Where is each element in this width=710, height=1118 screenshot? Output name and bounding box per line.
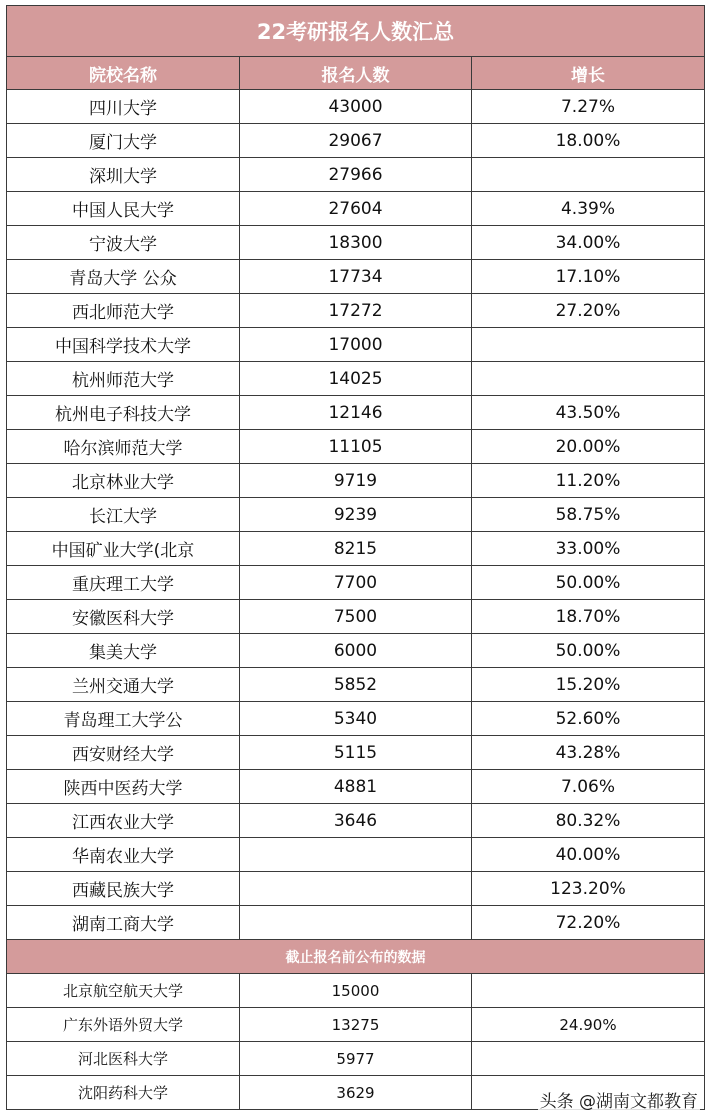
school-name-cell: 厦门大学 — [7, 124, 240, 158]
table-row — [7, 158, 705, 192]
table-row — [7, 668, 705, 702]
growth-cell: 7.27% — [472, 90, 705, 124]
applicant-count-cell: 3646 — [240, 804, 472, 838]
table-row — [7, 838, 705, 872]
applicant-count-cell: 8215 — [240, 532, 472, 566]
applicant-count-cell: 7700 — [240, 566, 472, 600]
growth-cell: 50.00% — [472, 634, 705, 668]
school-name-cell: 兰州交通大学 — [7, 668, 240, 702]
table-row — [7, 294, 705, 328]
header-count: 报名人数 — [240, 57, 472, 90]
applicant-count-cell: 5340 — [240, 702, 472, 736]
applicant-count-cell — [240, 906, 472, 940]
applicant-count-cell: 17734 — [240, 260, 472, 294]
table-row — [7, 464, 705, 498]
applicant-count-cell: 27604 — [240, 192, 472, 226]
school-name-cell: 北京航空航天大学 — [7, 974, 240, 1008]
applicant-count-cell: 5115 — [240, 736, 472, 770]
growth-cell: 17.10% — [472, 260, 705, 294]
growth-cell — [472, 362, 705, 396]
growth-cell: 40.00% — [472, 838, 705, 872]
table-row — [7, 90, 705, 124]
applicant-count-cell: 6000 — [240, 634, 472, 668]
table-title-row — [7, 6, 705, 57]
growth-cell: 27.20% — [472, 294, 705, 328]
growth-cell — [472, 1042, 705, 1076]
school-name-cell: 华南农业大学 — [7, 838, 240, 872]
school-name-cell: 西安财经大学 — [7, 736, 240, 770]
growth-cell — [472, 974, 705, 1008]
summary-table-wrapper — [6, 5, 704, 1110]
growth-cell: 43.50% — [472, 396, 705, 430]
applicant-count-cell: 17000 — [240, 328, 472, 362]
school-name-cell: 集美大学 — [7, 634, 240, 668]
header-row — [7, 57, 705, 90]
table-row — [7, 974, 705, 1008]
applicant-count-cell — [240, 838, 472, 872]
growth-cell: 34.00% — [472, 226, 705, 260]
table-row — [7, 362, 705, 396]
applicant-count-cell: 13275 — [240, 1008, 472, 1042]
table-row — [7, 906, 705, 940]
table-row — [7, 192, 705, 226]
growth-cell: 7.06% — [472, 770, 705, 804]
school-name-cell: 杭州电子科技大学 — [7, 396, 240, 430]
header-growth: 增长 — [472, 57, 705, 90]
applicant-count-cell: 5977 — [240, 1042, 472, 1076]
applicant-count-cell: 15000 — [240, 974, 472, 1008]
table-row — [7, 124, 705, 158]
growth-cell — [472, 328, 705, 362]
growth-cell: 33.00% — [472, 532, 705, 566]
school-name-cell: 湖南工商大学 — [7, 906, 240, 940]
applicant-count-cell: 18300 — [240, 226, 472, 260]
school-name-cell: 青岛理工大学公 — [7, 702, 240, 736]
school-name-cell: 陕西中医药大学 — [7, 770, 240, 804]
applicant-count-cell: 3629 — [240, 1076, 472, 1110]
growth-cell: 52.60% — [472, 702, 705, 736]
school-name-cell: 中国矿业大学(北京 — [7, 532, 240, 566]
school-name-cell: 西藏民族大学 — [7, 872, 240, 906]
growth-cell: 72.20% — [472, 906, 705, 940]
school-name-cell: 北京林业大学 — [7, 464, 240, 498]
school-name-cell: 长江大学 — [7, 498, 240, 532]
applicant-count-cell: 17272 — [240, 294, 472, 328]
table-row — [7, 430, 705, 464]
applicant-count-cell: 5852 — [240, 668, 472, 702]
growth-cell: 123.20% — [472, 872, 705, 906]
applicant-count-cell: 27966 — [240, 158, 472, 192]
applicant-count-cell: 11105 — [240, 430, 472, 464]
table-row — [7, 498, 705, 532]
growth-cell: 80.32% — [472, 804, 705, 838]
school-name-cell: 西北师范大学 — [7, 294, 240, 328]
school-name-cell: 广东外语外贸大学 — [7, 1008, 240, 1042]
applicant-count-cell: 7500 — [240, 600, 472, 634]
table-row — [7, 770, 705, 804]
table-row — [7, 226, 705, 260]
school-name-cell: 沈阳药科大学 — [7, 1076, 240, 1110]
growth-cell: 20.00% — [472, 430, 705, 464]
table-row — [7, 634, 705, 668]
growth-cell: 58.75% — [472, 498, 705, 532]
school-name-cell: 河北医科大学 — [7, 1042, 240, 1076]
school-name-cell: 中国人民大学 — [7, 192, 240, 226]
school-name-cell: 深圳大学 — [7, 158, 240, 192]
table-title: 22考研报名人数汇总 — [7, 6, 705, 57]
applicant-count-cell: 4881 — [240, 770, 472, 804]
school-name-cell: 青岛大学 公众 — [7, 260, 240, 294]
table-row — [7, 1042, 705, 1076]
school-name-cell: 重庆理工大学 — [7, 566, 240, 600]
growth-cell: 15.20% — [472, 668, 705, 702]
header-school: 院校名称 — [7, 57, 240, 90]
applicant-count-cell: 43000 — [240, 90, 472, 124]
table-row — [7, 1008, 705, 1042]
school-name-cell: 杭州师范大学 — [7, 362, 240, 396]
applicant-count-cell: 9719 — [240, 464, 472, 498]
growth-cell — [472, 158, 705, 192]
table-row — [7, 804, 705, 838]
growth-cell: 24.90% — [472, 1008, 705, 1042]
growth-cell: 11.20% — [472, 464, 705, 498]
table-row — [7, 600, 705, 634]
enrollment-table — [6, 5, 705, 1110]
growth-cell: 18.70% — [472, 600, 705, 634]
watermark: 头条 @湖南文都教育 — [538, 1087, 700, 1112]
school-name-cell: 宁波大学 — [7, 226, 240, 260]
table-row — [7, 260, 705, 294]
school-name-cell: 四川大学 — [7, 90, 240, 124]
table-row — [7, 532, 705, 566]
table-row — [7, 702, 705, 736]
table-row — [7, 328, 705, 362]
growth-cell: 18.00% — [472, 124, 705, 158]
applicant-count-cell: 9239 — [240, 498, 472, 532]
section-title: 截止报名前公布的数据 — [7, 940, 705, 974]
school-name-cell: 哈尔滨师范大学 — [7, 430, 240, 464]
table-row — [7, 736, 705, 770]
section-header-row — [7, 940, 705, 974]
table-row — [7, 872, 705, 906]
applicant-count-cell: 12146 — [240, 396, 472, 430]
applicant-count-cell: 29067 — [240, 124, 472, 158]
applicant-count-cell: 14025 — [240, 362, 472, 396]
school-name-cell: 中国科学技术大学 — [7, 328, 240, 362]
table-row — [7, 566, 705, 600]
applicant-count-cell — [240, 872, 472, 906]
school-name-cell: 安徽医科大学 — [7, 600, 240, 634]
table-row — [7, 396, 705, 430]
school-name-cell: 江西农业大学 — [7, 804, 240, 838]
growth-cell: 43.28% — [472, 736, 705, 770]
growth-cell: 4.39% — [472, 192, 705, 226]
growth-cell: 50.00% — [472, 566, 705, 600]
